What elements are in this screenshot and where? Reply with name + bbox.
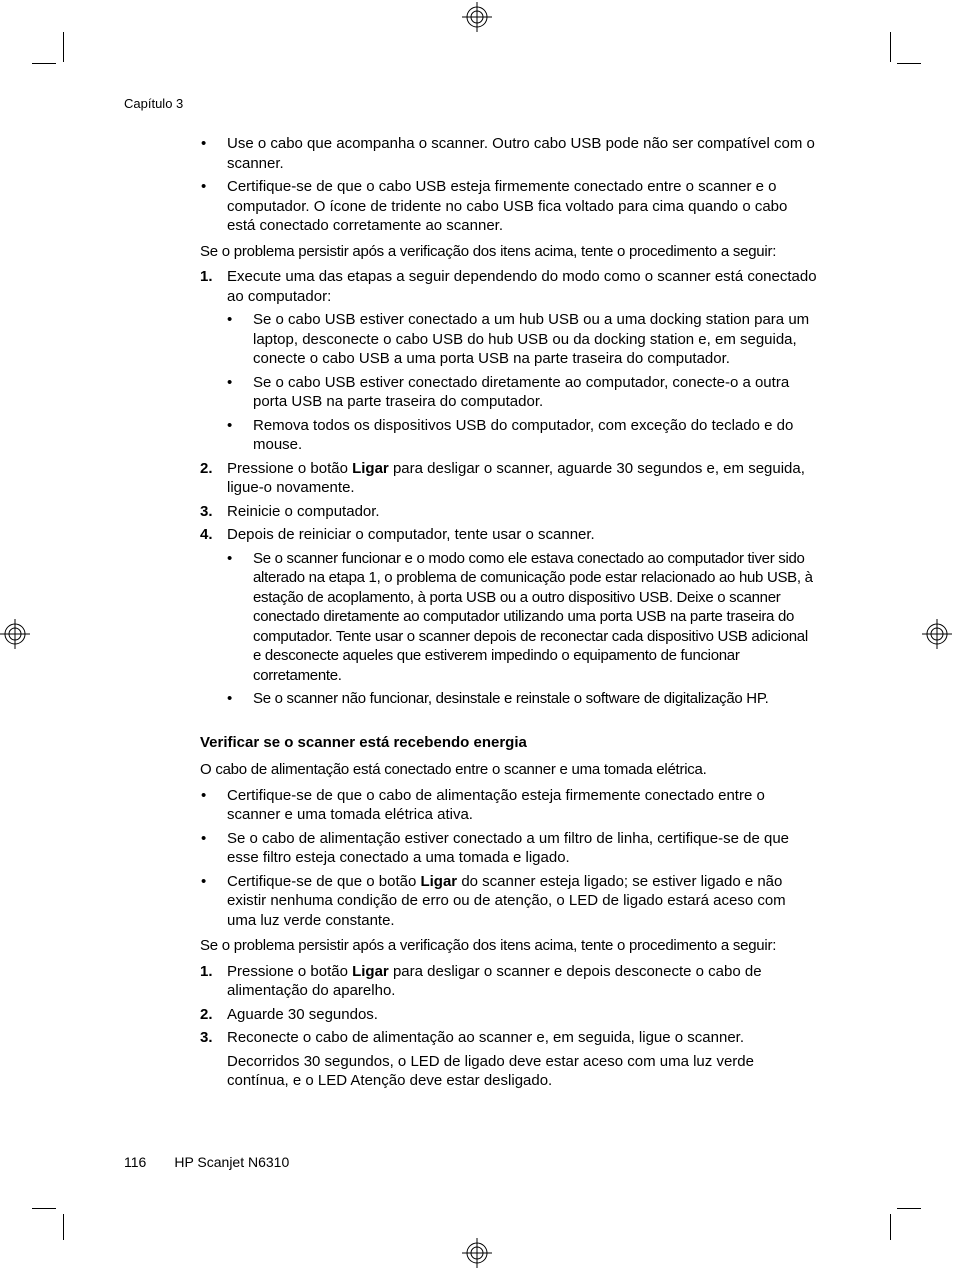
step-text-post: para desligar o scanner e depois desconecte o cabo de alimentação do aparelho. — [227, 962, 762, 999]
bullet-item — [200, 872, 818, 931]
crop-mark — [63, 32, 64, 62]
crop-mark — [890, 32, 891, 62]
chapter-header: Capítulo 3 — [124, 96, 184, 111]
step-text: Reconecte o cabo de alimentação ao scanner e, em seguida, ligue o scanner. — [227, 1029, 745, 1046]
bullet-item: • Se o cabo de alimentação estiver conectado a um filtro de linha, certifique-se de que esse filtro esteja conectado a uma tomada e ligado. — [200, 829, 818, 868]
step-number: 1. — [200, 268, 213, 285]
step-text-post: para desligar o scanner, aguarde 30 segundos e, em seguida, ligue-o novamente. — [227, 459, 805, 496]
step-number: 3. — [200, 502, 213, 520]
step-text-pre: Pressione o botão — [227, 459, 353, 477]
bullet-item: • Use o cabo que acompanha o scanner. Outro cabo USB pode não ser compatível com o scanner. — [200, 134, 818, 173]
registration-mark-icon — [922, 619, 952, 649]
step-text: Execute uma das etapas a seguir dependendo do modo como o scanner está conectado ao computador: — [227, 268, 817, 305]
page-body — [200, 134, 818, 1095]
step-number: 2. — [200, 1005, 213, 1023]
step-text-pre: Pressione o botão — [227, 962, 353, 980]
button-name: Ligar — [352, 459, 389, 477]
step-text: Reinicie o computador. — [227, 502, 380, 520]
paragraph: O cabo de alimentação está conectado entre o scanner e uma tomada elétrica. — [200, 761, 707, 778]
bullet-text-post: do scanner esteja ligado; se estiver ligado e não existir nenhuma condição de erro ou de atenção, o LED de ligado estará aceso com uma luz verde constante. — [227, 872, 786, 929]
crop-mark — [63, 1214, 64, 1240]
crop-mark — [890, 1214, 891, 1240]
numbered-step — [200, 1005, 818, 1025]
crop-mark — [32, 63, 56, 64]
numbered-step — [200, 459, 818, 498]
sub-bullet-item: • Se o scanner funcionar e o modo como ele estava conectado ao computador tiver sido alterado na etapa 1, o problema de comunicação pode estar relacionado ao hub USB, à estação de acoplamento, à porta USB ou a outro dispositivo USB. Deixe o scanner conectado diretamente ao computador utilizando uma porta USB na parte traseira do computador. Tente usar o scanner depois de reconectar cada dispositivo USB adicional e desconecte aqueles que estiverem impedindo o equipamento de funcionar corretamente. — [226, 549, 818, 686]
sub-bullet-item: • Se o scanner não funcionar, desinstale e reinstale o software de digitalização HP. — [226, 689, 818, 709]
registration-mark-icon — [462, 2, 492, 32]
step-continuation: Decorridos 30 segundos, o LED de ligado deve estar aceso com uma luz verde contínua, e o LED Atenção deve estar desligado. — [227, 1052, 754, 1089]
crop-mark — [32, 1208, 56, 1209]
button-name: Ligar — [352, 962, 389, 980]
paragraph: Se o problema persistir após a verificação dos itens acima, tente o procedimento a seguir: — [200, 937, 777, 954]
bullet-text-pre: Certifique-se de que o botão — [227, 872, 421, 890]
registration-mark-icon — [462, 1238, 492, 1268]
button-name: Ligar — [420, 872, 458, 890]
paragraph: Se o problema persistir após a verificação dos itens acima, tente o procedimento a seguir: — [200, 242, 777, 260]
numbered-step — [200, 962, 818, 1001]
step-text: Aguarde 30 segundos. — [227, 1005, 378, 1023]
numbered-step — [200, 267, 818, 306]
numbered-step — [200, 502, 818, 522]
numbered-step — [200, 525, 818, 545]
bullet-item: • Certifique-se de que o cabo USB esteja firmemente conectado entre o scanner e o computador. O ícone de tridente no cabo USB fica voltado para cima quando o cabo está conectado corretamente ao scanner. — [200, 177, 818, 236]
page-number: 116 — [124, 1154, 147, 1170]
registration-mark-icon — [0, 619, 30, 649]
product-name: HP Scanjet N6310 — [174, 1154, 290, 1170]
numbered-step — [200, 1028, 818, 1091]
crop-mark — [897, 63, 921, 64]
section-heading: Verificar se o scanner está recebendo energia — [200, 733, 527, 751]
step-number: 4. — [200, 526, 213, 543]
page-footer — [124, 1154, 289, 1170]
step-number: 1. — [200, 962, 213, 980]
step-number: 2. — [200, 459, 213, 477]
crop-mark — [897, 1208, 921, 1209]
sub-bullet-item: • Remova todos os dispositivos USB do computador, com exceção do teclado e do mouse. — [226, 416, 818, 455]
bullet-item: • Certifique-se de que o cabo de alimentação esteja firmemente conectado entre o scanner e uma tomada elétrica ativa. — [200, 786, 818, 825]
step-number: 3. — [200, 1029, 213, 1046]
sub-bullet-item: • Se o cabo USB estiver conectado a um hub USB ou a uma docking station para um laptop, desconecte o cabo USB do hub USB ou da docking station e, em seguida, conecte o cabo USB a uma porta USB na parte traseira do computador. — [226, 310, 818, 369]
step-text: Depois de reiniciar o computador, tente usar o scanner. — [227, 526, 595, 543]
sub-bullet-item: • Se o cabo USB estiver conectado diretamente ao computador, conecte-o a outra porta USB na parte traseira do computador. — [226, 373, 818, 412]
